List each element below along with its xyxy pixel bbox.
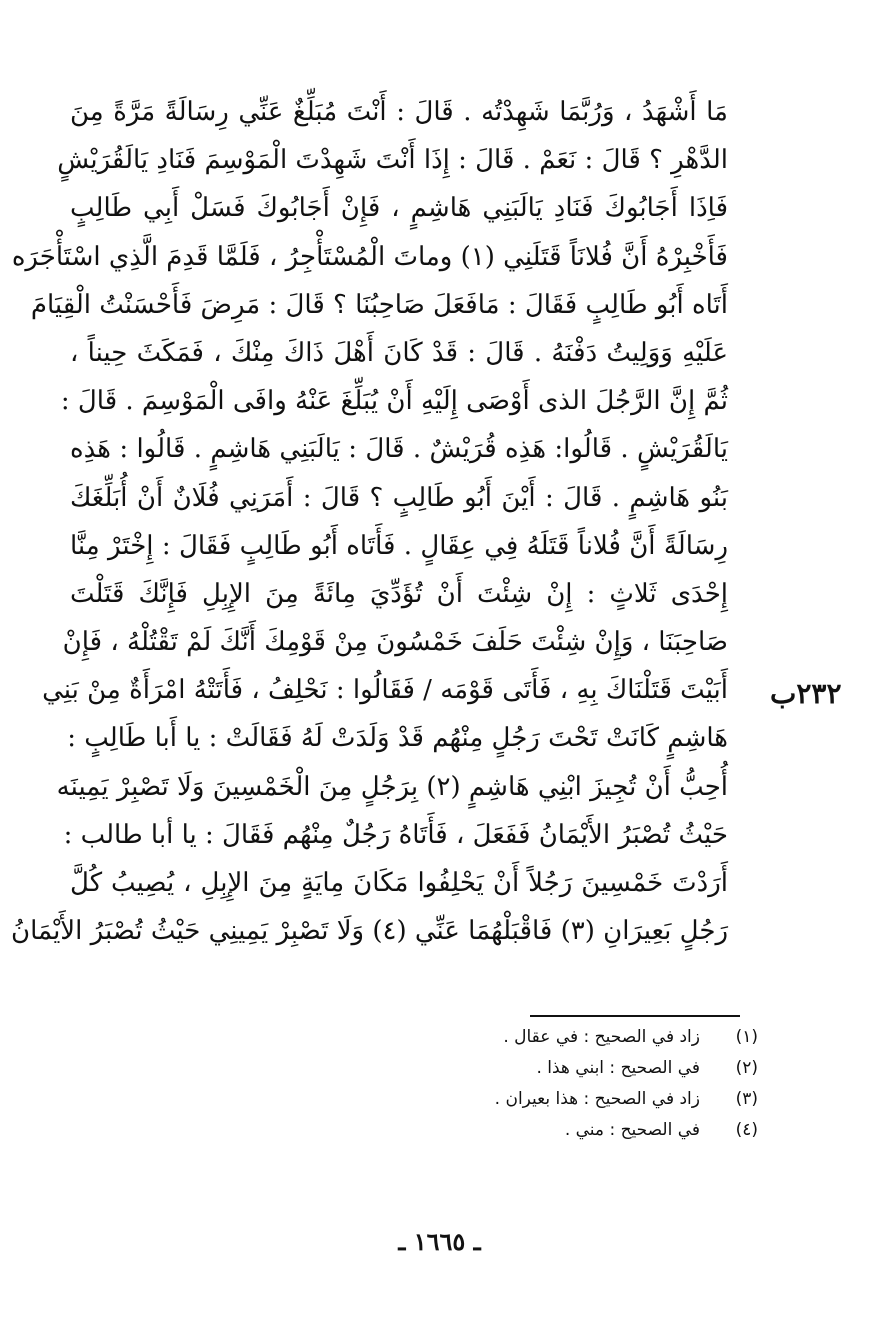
page-number: ـ ١٦٦٥ ـ (398, 1227, 481, 1256)
text-line: هَاشِمٍ كَانَتْ تَحْتَ رَجُلٍ مِنْهُم قَدْ وَلَدَتْ لَهُ فَقَالَتْ : يا أَبا طَالِبٍ : (67, 723, 728, 754)
footnote-text: في الصحيح : مني . (564, 1120, 700, 1140)
text-line: إِحْدَى ثَلاثٍ : إِنْ شِئْتَ أَنْ تُؤَدِّيَ مِائَةً مِنَ الإِبِلِ فَإِنَّكَ قَتَلْتَ (70, 578, 728, 609)
text-line: فَاِذَا أَجَابُوكَ فَنَادِ يَالَبَنِي هَاشِمٍ ، فَإِنْ أَجَابُوكَ فَسَلْ أَبِي طَالِبٍ (70, 193, 728, 224)
text-line: حَيْثُ تُصْبَرُ الأَيْمَانُ فَفَعَلَ ، فَأَتَاهُ رَجُلٌ مِنْهُم فَقَالَ : يا أبا طالب : (63, 819, 728, 850)
footnote-item (330, 1022, 758, 1053)
text-line: أَتَاه أَبُو طَالِبٍ فَقَالَ : مَافَعَلَ صَاحِبُنَا ؟ قَالَ : مَرِضَ فَأَحْسَنْتُ الْقِيَامَ (30, 289, 728, 320)
text-line: عَلَيْهِ وَوَلِيتُ دَفْنَهُ . قَالَ : قَدْ كَانَ أَهْلَ ذَاكَ مِنْكَ ، فَمَكَثَ حِيناً ، (70, 337, 728, 368)
footnotes (330, 1022, 758, 1146)
text-line: ثُمَّ إِنَّ الرَّجُلَ الذى أَوْصَى إِلَيْهِ أَنْ يُبَلِّغَ عَنْهُ وافَى الْمَوْسِمَ . قَالَ : (60, 386, 728, 417)
text-line: رَجُلٍ بَعِيرَانِ (٣) فَاقْبَلْهُمَا عَنِّي (٤) وَلَا تَصْبِرْ يَمِينِي حَيْثُ تُصْبَرُ الأَيْمَانُ (11, 916, 728, 947)
text-line: أَرَدْتَ خَمْسِينَ رَجُلاً أَنْ يَحْلِفُوا مَكَانَ مِايَةٍ مِنَ الإِبِلِ ، يُصِيبُ كُلَّ (70, 868, 728, 898)
main-text-body (11, 88, 728, 955)
footnote-number: (٢) (735, 1058, 758, 1078)
text-line: الدَّهْرِ ؟ قَالَ : نَعَمْ . قَالَ : إِذَا أَنْتَ شَهِدْتَ الْمَوْسِمَ فَنَادِ يَالَقُرَيْشٍ (57, 145, 728, 176)
footnote-text: زاد في الصحيح : هذا بعيران . (494, 1089, 700, 1109)
text-line: يَالَقُرَيْشٍ . قَالُوا: هَذِه قُرَيْشٌ . قَالَ : يَالَبَنِي هَاشِمٍ . قَالُوا : هَذِه (70, 434, 728, 465)
footnote-item (330, 1053, 758, 1084)
footnote-text: في الصحيح : ابني هذا . (536, 1058, 700, 1078)
folio-margin-note: ٢٣٢ب (770, 677, 842, 710)
text-line: بَنُو هَاشِمٍ . قَالَ : أَيْنَ أَبُو طَالِبٍ ؟ قَالَ : أَمَرَنِي فُلَانٌ أَنْ أُبَلِّغَكَ (70, 482, 728, 513)
text-line: فَأَخْبِرْهُ أَنَّ فُلانَاً قَتَلَنِي (١) وماتَ الْمُسْتَأْجِرُ ، فَلَمَّا قَدِمَ الَّذِي اسْتَأْجَرَه (11, 241, 728, 272)
footnote-text: زاد في الصحيح : في عقال . (503, 1027, 700, 1047)
footnote-number: (١) (735, 1027, 758, 1047)
text-line: مَا أَشْهَدُ ، وَرُبَّمَا شَهِدْتُه . قَالَ : أَنْتَ مُبَلِّغٌ عَنِّي رِسَالَةً مَرَّةً مِنَ (70, 97, 728, 127)
text-line: صَاحِبَنَا ، وَإِنْ شِئْتَ حَلَفَ خَمْسُونَ مِنْ قَوْمِكَ أَنَّكَ لَمْ تَقْتُلْهُ ، فَإِنْ (62, 627, 728, 658)
text-line: أُحِبُّ أَنْ تُجِيزَ ابْنِي هَاشِمٍ (٢) بِرَجُلٍ مِنَ الْخَمْسِينَ وَلَا تَصْبِرْ يَمِينَه (56, 771, 728, 802)
footnote-divider (530, 1015, 740, 1017)
footnote-number: (٤) (735, 1120, 758, 1140)
footnote-number: (٣) (735, 1089, 758, 1109)
footnote-item (330, 1084, 758, 1115)
footnote-item (330, 1115, 758, 1146)
text-line: رِسَالَةً أَنَّ فُلاناً قَتَلَهُ فِي عِقَالٍ . فَأَتَاه أَبُو طَالِبٍ فَقَالَ : إِخْتَرْ مِنَّا (70, 530, 728, 561)
text-line: أَبَيْتَ قَتَلْنَاكَ بِهِ ، فَأَتَى قَوْمَه / فَقَالُوا : نَحْلِفُ ، فَأَتَتْهُ امْرَأَةٌ مِنْ بَنِي (42, 675, 728, 706)
